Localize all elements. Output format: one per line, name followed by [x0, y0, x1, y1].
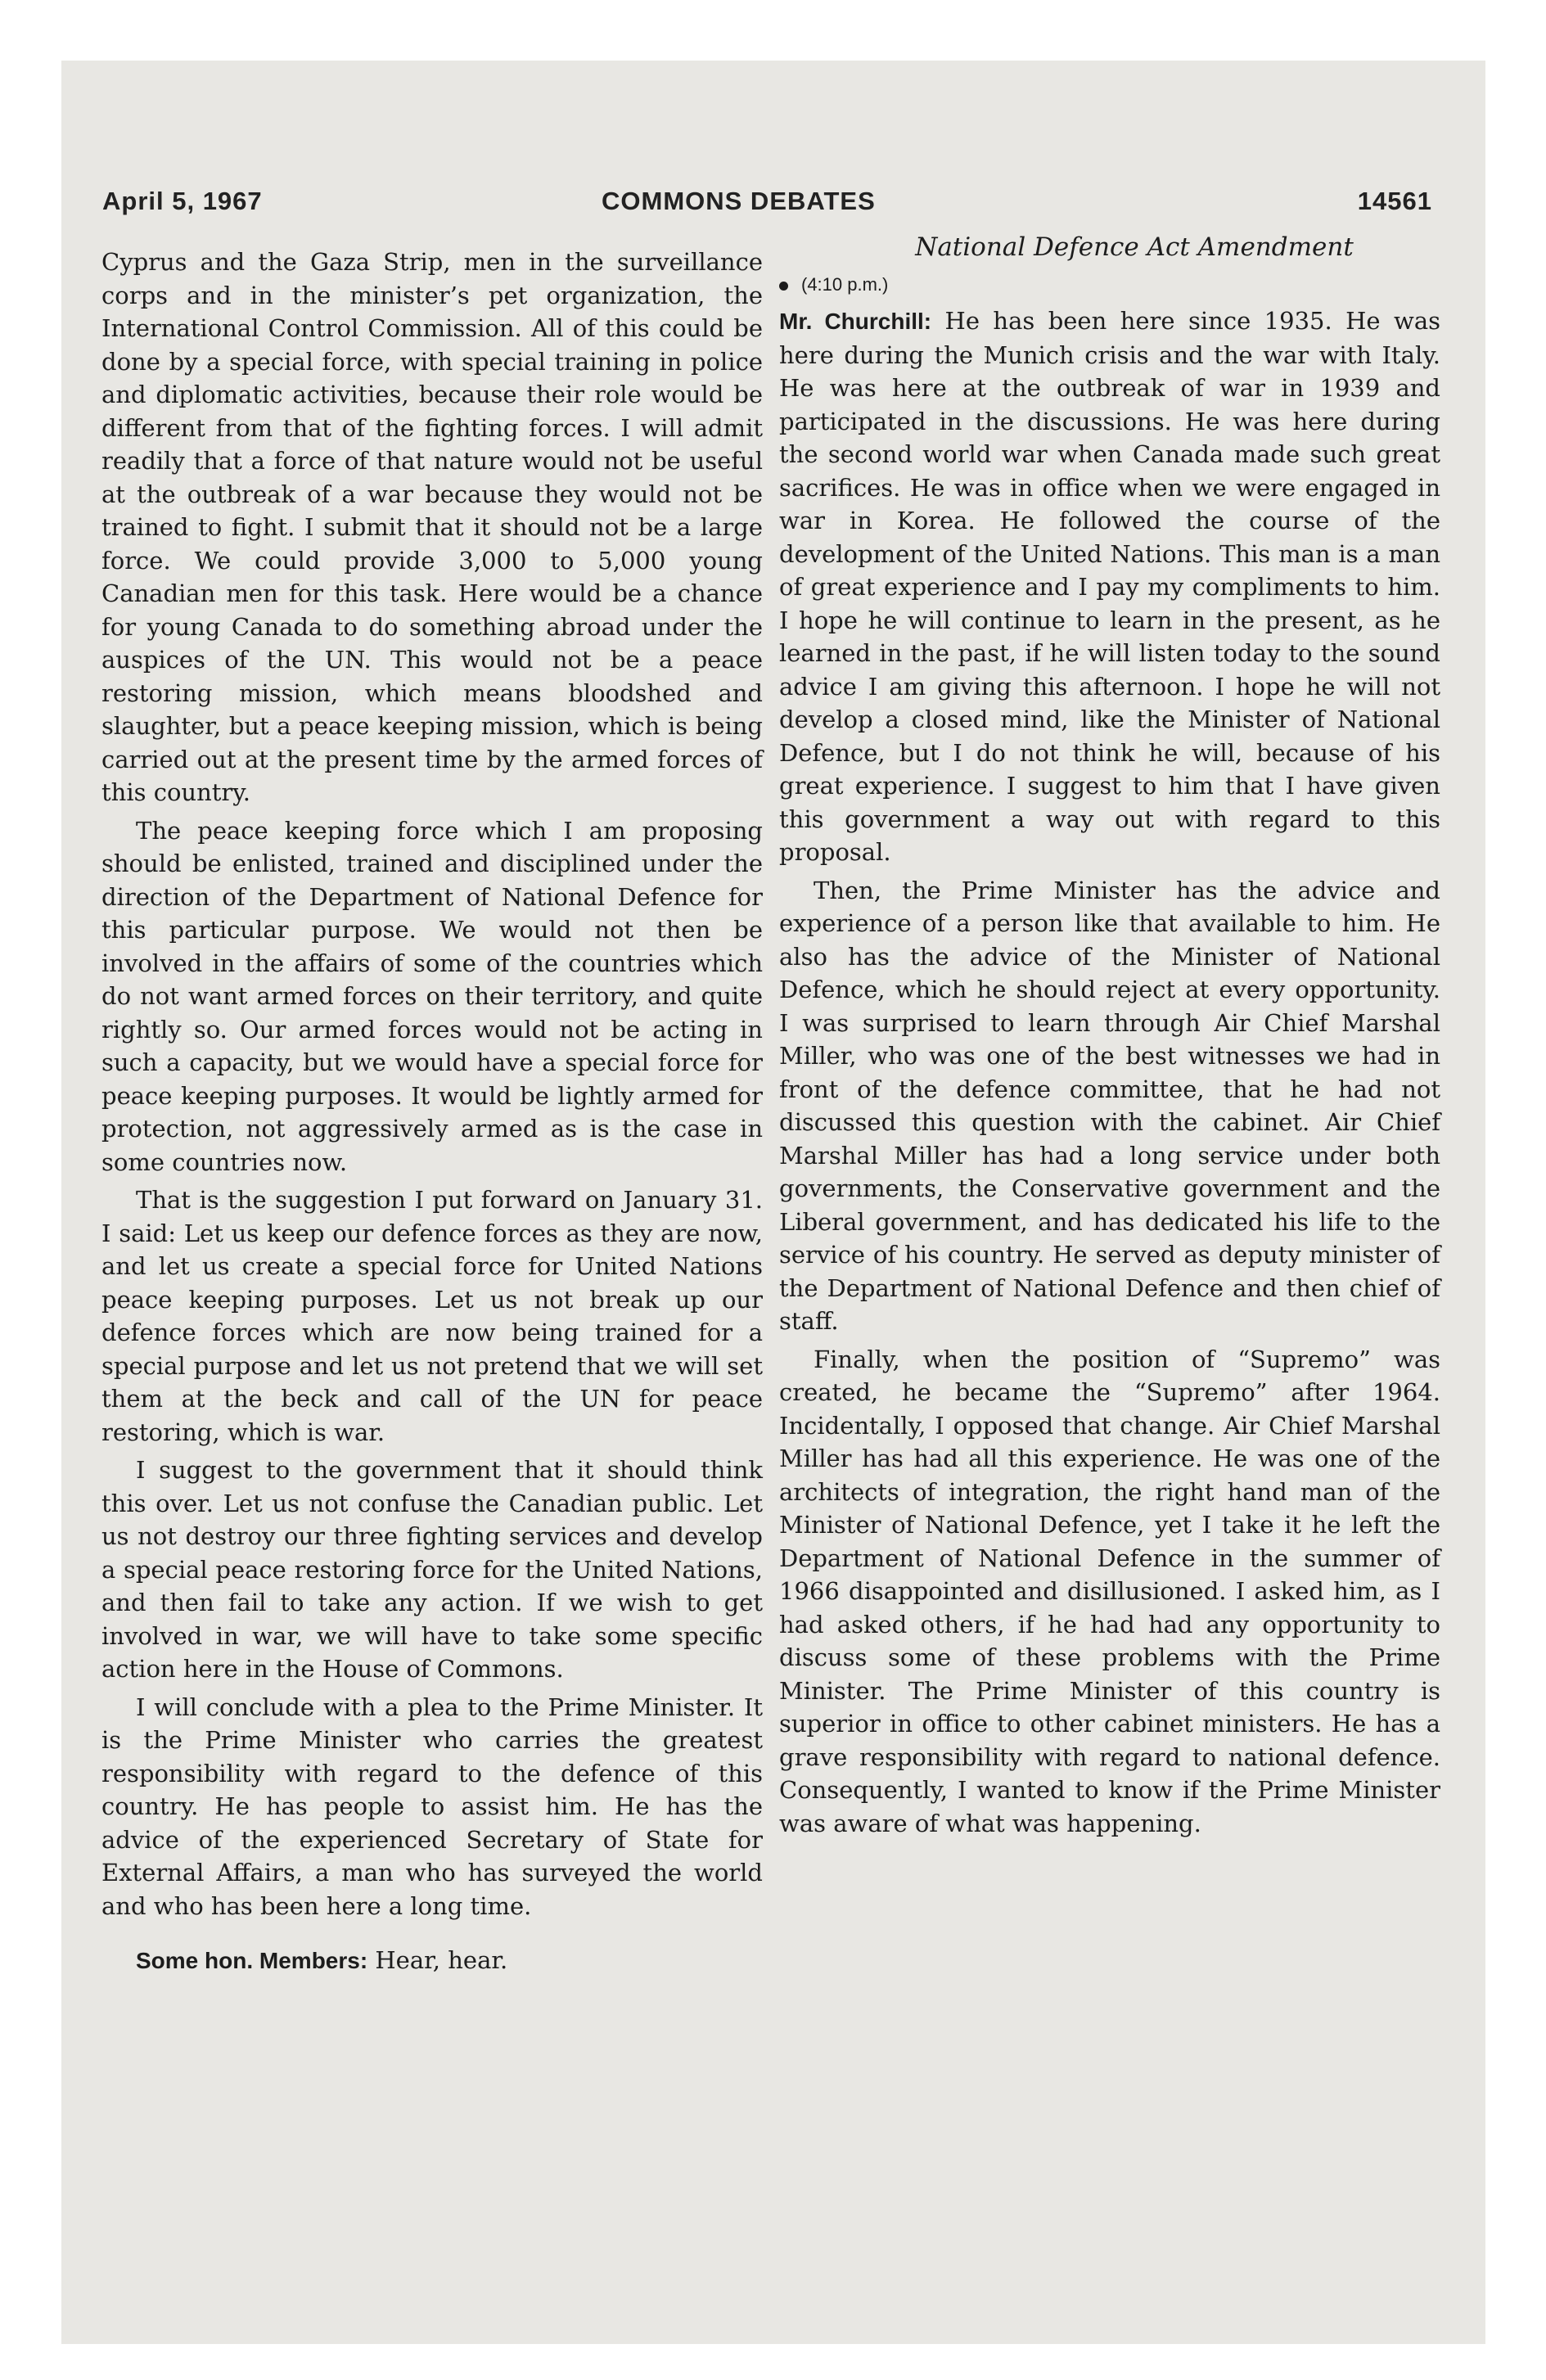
left-column — [101, 246, 763, 1978]
section-subtitle: National Defence Act Amendment — [915, 232, 1354, 262]
paragraph: I will conclude with a plea to the Prime Minister. It is the Prime Minister who carries the greatest responsibility with regard to the defence of this country. He has people to assist him. He has the advice of the experienced Secretary of State for External Affairs, a man who has surveyed the world and who has been here a long time. — [101, 1693, 763, 1920]
page-header — [102, 187, 1432, 228]
speech-text: He has been here since 1935. He was here during the Munich crisis and the war with Italy. He was here at the outbreak of war in 1939 and participated in the discussions. He was here during the second world war when Canada made such great sacrifices. He was in office when we were engaged in war in Korea. He followed the course of the development of the United Nations. This man is a man of great experience and I pay my compliments to him. I hope he will continue to learn in the present, as he learned in the past, if he will listen today to the sound advice I am giving this afternoon. I hope he will not develop a closed mind, like the Minister of National Defence, but I do not think he will, because of his great experience. I suggest to him that I have given this government a way out with regard to this proposal. — [779, 307, 1440, 866]
header-date: April 5, 1967 — [102, 187, 263, 215]
paragraph: The peace keeping force which I am proposing should be enlisted, trained and disciplined under the direction of the Department of National Defence for this particular purpose. We would not then be involved in the affairs of some of the countries which do not want armed forces on their territory, and quite rightly so. Our armed forces would not be acting in such a capacity, but we would have a special force for peace keeping purposes. It would be lightly armed for protection, not aggressively armed as is the case in some countries now. — [101, 816, 763, 1176]
timestamp — [779, 268, 1440, 301]
paragraph: Finally, when the position of “Supremo” was created, he became the “Supremo” after 1964. Incidentally, I opposed that change. Air Chief Marshal Miller has had all this experience. He was one of the architects of integration, the right hand man of the Minister of National Defence, yet I take it he left the Department of National Defence in the summer of 1966 disappointed and disillusioned. I asked him, as I had asked others, if he had had any opportunity to discuss some of these problems with the Prime Minister. The Prime Minister of this country is superior in office to other cabinet ministers. He has a grave responsibility with regard to national defence. Consequently, I wanted to know if the Prime Minister was aware of what was happening. — [779, 1345, 1440, 1837]
paragraph: Then, the Prime Minister has the advice and experience of a person like that available to him. He also has the advice of the Minister of National Defence, which he should reject at every opportunity. I was surprised to learn through Air Chief Marshal Miller, who was one of the best witnesses we had in front of the defence committee, that he had not discussed this question with the cabinet. Air Chief Marshal Miller has had a long service under both governments, the Conservative government and the Liberal government, and has dedicated his life to the service of his country. He served as deputy minister of the Department of National Defence and then chief of staff. — [779, 876, 1440, 1335]
right-column — [779, 231, 1440, 1840]
paragraph: Cyprus and the Gaza Strip, men in the surveillance corps and in the minister’s pet organization, the International Control Commission. All of this could be done by a special force, with special training in police and diplomatic activities, because their role would be different from that of the fighting forces. I will admit readily that a force of that nature would not be useful at the outbreak of a war because they would not be trained to fight. I submit that it should not be a large force. We could provide 3,000 to 5,000 young Canadian men for this task. Here would be a chance for young Canada to do something abroad under the auspices of the UN. This would not be a peace restoring mission, which means bloodshed and slaughter, but a peace keeping mission, which is being carried out at the present time by the armed forces of this country. — [101, 248, 763, 806]
interjection-speaker: Some hon. Members: — [136, 1948, 368, 1973]
timestamp-text: (4:10 p.m.) — [801, 274, 889, 295]
interjection-text: Hear, hear. — [375, 1946, 508, 1974]
header-title: COMMONS DEBATES — [602, 187, 876, 215]
paragraph: That is the suggestion I put forward on January 31. I said: Let us keep our defence forces as they are now, and let us create a special force for United Nations peace keeping purposes. Let us not break up our defence forces which are now being trained for a special purpose and let us not pretend that we will set them at the beck and call of the UN for peace restoring, which is war. — [101, 1186, 763, 1446]
page-number: 14561 — [1357, 187, 1432, 215]
interjection — [101, 1944, 763, 1978]
paragraph — [779, 304, 1440, 869]
paragraph: I suggest to the government that it should think this over. Let us not confuse the Canadian public. Let us not destroy our three fighting services and develop a special peace restoring force for the United Nations, and then fail to take any action. If we wish to get involved in war, we will have to take some specific action here in the House of Commons. — [101, 1456, 763, 1683]
speaker-name: Mr. Churchill: — [779, 309, 932, 334]
bullet-icon — [779, 282, 788, 291]
